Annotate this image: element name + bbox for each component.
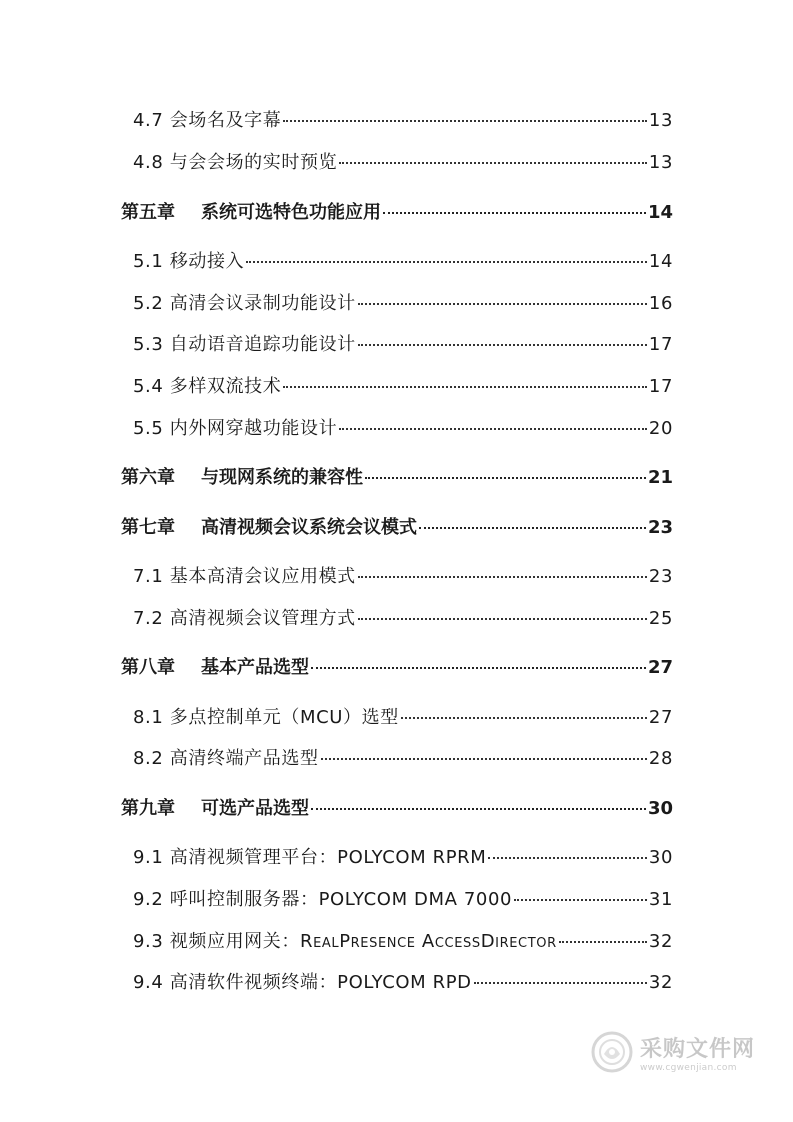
toc-entry-number: 5.1 <box>133 251 164 272</box>
toc-leader-dots <box>383 211 646 214</box>
toc-entry-number: 8.1 <box>133 707 164 728</box>
toc-entry-title: 视频应用网关：RealPresence AccessDirector <box>169 931 557 952</box>
toc-entry-label <box>133 106 281 132</box>
toc-entry-label <box>121 463 363 489</box>
watermark-logo-icon <box>590 1030 634 1074</box>
toc-chapter-title: 系统可选特色功能应用 <box>201 202 381 223</box>
toc-entry[interactable] <box>133 562 673 588</box>
toc-chapter-title: 可选产品选型 <box>201 798 309 819</box>
toc-entry-page: 13 <box>648 110 673 131</box>
toc-leader-dots <box>365 476 646 479</box>
toc-entry-page: 20 <box>648 418 673 439</box>
toc-leader-dots <box>311 666 646 669</box>
toc-leader-dots <box>246 260 647 263</box>
toc-chapter-entry[interactable] <box>121 653 673 679</box>
toc-entry-title: 多样双流技术 <box>169 376 282 397</box>
toc-entry[interactable] <box>133 703 673 729</box>
toc-entry[interactable] <box>133 148 673 174</box>
toc-chapter-number: 第九章 <box>121 798 175 819</box>
toc-entry[interactable] <box>133 330 673 356</box>
toc-entry-label <box>121 198 381 224</box>
toc-entry-label <box>121 794 309 820</box>
toc-entry-page: 23 <box>647 517 673 538</box>
toc-entry-label <box>133 885 512 911</box>
toc-chapter-entry[interactable] <box>121 513 673 539</box>
toc-chapter-title: 基本产品选型 <box>201 657 309 678</box>
toc-entry-page: 14 <box>648 251 673 272</box>
toc-leader-dots <box>311 807 646 810</box>
toc-entry-title: 多点控制单元（MCU）选型 <box>169 707 399 728</box>
toc-chapter-title: 与现网系统的兼容性 <box>201 467 363 488</box>
toc-entry-label <box>133 562 356 588</box>
toc-entry-label <box>133 372 281 398</box>
toc-entry-number: 9.3 <box>133 931 164 952</box>
toc-leader-dots <box>283 385 647 388</box>
toc-entry-page: 13 <box>648 152 673 173</box>
toc-entry[interactable] <box>133 372 673 398</box>
toc-chapter-entry[interactable] <box>121 794 673 820</box>
toc-entry-title: 高清软件视频终端：POLYCOM RPD <box>169 972 472 993</box>
toc-entry-label <box>133 968 472 994</box>
toc-entry-number: 5.2 <box>133 293 164 314</box>
toc-leader-dots <box>321 757 647 760</box>
toc-entry-page: 17 <box>648 334 673 355</box>
toc-chapter-number: 第六章 <box>121 467 175 488</box>
toc-chapter-number: 第五章 <box>121 202 175 223</box>
toc-leader-dots <box>339 427 647 430</box>
toc-entry-page: 27 <box>648 707 673 728</box>
toc-leader-dots <box>419 526 646 529</box>
toc-entry[interactable] <box>133 414 673 440</box>
toc-entry-number: 9.1 <box>133 847 164 868</box>
toc-chapter-entry[interactable] <box>121 198 673 224</box>
toc-leader-dots <box>488 856 646 859</box>
toc-entry-label <box>121 653 309 679</box>
toc-leader-dots <box>401 716 647 719</box>
toc-leader-dots <box>358 302 647 305</box>
toc-chapter-title: 高清视频会议系统会议模式 <box>201 517 417 538</box>
toc-entry-page: 32 <box>648 931 673 952</box>
toc-entry-page: 21 <box>647 467 673 488</box>
toc-entry-title: 内外网穿越功能设计 <box>169 418 338 439</box>
toc-entry-label <box>133 289 356 315</box>
toc-entry[interactable] <box>133 968 673 994</box>
toc-leader-dots <box>514 898 647 901</box>
toc-entry-label <box>133 927 557 953</box>
toc-leader-dots <box>358 343 647 346</box>
toc-entry-page: 25 <box>648 608 673 629</box>
toc-entry-number: 4.8 <box>133 152 164 173</box>
toc-chapter-entry[interactable] <box>121 463 673 489</box>
toc-entry-page: 30 <box>648 847 673 868</box>
toc-entry-label <box>133 148 337 174</box>
toc-entry-label <box>121 513 417 539</box>
toc-entry-title: 会场名及字幕 <box>169 110 282 131</box>
toc-entry-title: 自动语音追踪功能设计 <box>169 334 356 355</box>
watermark-title: 采购文件网 <box>640 1036 756 1062</box>
toc-entry-page: 17 <box>648 376 673 397</box>
toc-entry-label <box>133 843 486 869</box>
toc-entry-number: 9.4 <box>133 972 164 993</box>
toc-entry-title: 基本高清会议应用模式 <box>169 566 356 587</box>
watermark-url: www.cgwenjian.com <box>640 1062 737 1073</box>
toc-entry-number: 5.4 <box>133 376 164 397</box>
toc-entry-number: 4.7 <box>133 110 164 131</box>
toc-chapter-number: 第八章 <box>121 657 175 678</box>
toc-leader-dots <box>559 940 647 943</box>
toc-entry-page: 16 <box>648 293 673 314</box>
toc-chapter-number: 第七章 <box>121 517 175 538</box>
toc-entry-number: 7.2 <box>133 608 164 629</box>
toc-entry-title: 高清会议录制功能设计 <box>169 293 356 314</box>
toc-leader-dots <box>474 981 647 984</box>
toc-entry-page: 28 <box>648 748 673 769</box>
toc-entry-page: 30 <box>647 798 673 819</box>
toc-entry-page: 14 <box>647 202 673 223</box>
toc-leader-dots <box>283 119 647 122</box>
toc-entry-number: 7.1 <box>133 566 164 587</box>
toc-entry-number: 8.2 <box>133 748 164 769</box>
toc-entry-label <box>133 744 319 770</box>
toc-entry-title: 高清终端产品选型 <box>169 748 319 769</box>
toc-entry[interactable] <box>133 106 673 132</box>
toc-entry-label <box>133 604 356 630</box>
toc-entry-title: 呼叫控制服务器：POLYCOM DMA 7000 <box>169 889 513 910</box>
toc-entry-title: 与会会场的实时预览 <box>169 152 338 173</box>
toc-entry[interactable] <box>133 247 673 273</box>
toc-entry-number: 5.5 <box>133 418 164 439</box>
toc-leader-dots <box>358 617 647 620</box>
toc-entry-label <box>133 414 337 440</box>
toc-entry-number: 9.2 <box>133 889 164 910</box>
toc-entry-page: 27 <box>647 657 673 678</box>
toc-entry-label <box>133 247 244 273</box>
toc-entry-label <box>133 703 399 729</box>
toc-leader-dots <box>358 575 647 578</box>
toc-entry-page: 23 <box>648 566 673 587</box>
toc-entry[interactable] <box>133 289 673 315</box>
toc-entry-title: 移动接入 <box>169 251 245 272</box>
toc-entry[interactable] <box>133 885 673 911</box>
watermark <box>590 1024 755 1080</box>
toc-entry[interactable] <box>133 927 673 953</box>
toc-entry[interactable] <box>133 744 673 770</box>
toc-entry[interactable] <box>133 604 673 630</box>
toc-entry-title: 高清视频管理平台：POLYCOM RPRM <box>169 847 487 868</box>
toc-entry-label <box>133 330 356 356</box>
toc-entry-title: 高清视频会议管理方式 <box>169 608 356 629</box>
toc-leader-dots <box>339 161 647 164</box>
toc-entry[interactable] <box>133 843 673 869</box>
toc-entry-page: 31 <box>648 889 673 910</box>
toc-entry-number: 5.3 <box>133 334 164 355</box>
toc-entry-page: 32 <box>648 972 673 993</box>
